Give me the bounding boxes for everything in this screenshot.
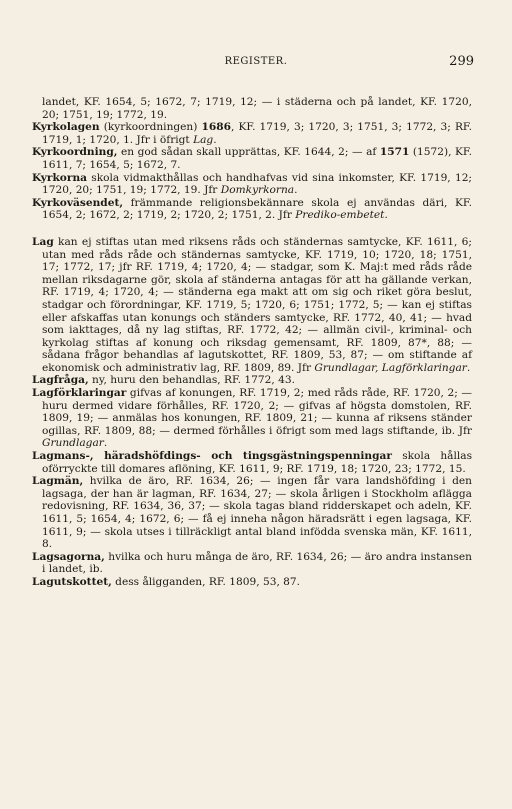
entry-lemma: Lagförklaringar (32, 387, 127, 400)
entry-lemma: Lagsagorna, (32, 550, 105, 563)
entry-lemma: Kyrkoordning, (32, 146, 118, 159)
entry-crossref: Domkyrkorna (220, 184, 295, 197)
entry-crossref: Prediko-embetet (295, 209, 385, 222)
entry-text: . (384, 209, 388, 222)
entry-text: en god sådan skall upprättas, KF. 1644, 2; — af (117, 146, 380, 159)
entry-lemma: Lagutskottet, (32, 575, 112, 588)
entry-text: . (294, 184, 298, 197)
entry-text: hvilka och huru många de äro, RF. 1634, 26; — äro andra instansen i landet, ib. (42, 550, 472, 576)
index-entry (32, 551, 472, 576)
entry-lemma: Kyrkoväsendet, (32, 196, 124, 209)
index-entry (32, 172, 472, 197)
entry-crossref: Grundlagar (42, 437, 104, 450)
running-title: REGISTER. (224, 56, 288, 67)
index-entry (32, 450, 472, 475)
entry-text: . (213, 133, 217, 146)
index-entry (32, 236, 472, 375)
entry-lemma: Kyrkorna (32, 171, 88, 184)
index-entry (32, 387, 472, 450)
index-entry (32, 576, 472, 589)
entry-text: ny, huru den behandlas, RF. 1772, 43. (88, 374, 295, 387)
entry-text: , KF. 1719, 3; 1720, 3; 1751, 3; 1772, 3; RF. 1719, 1; 1720, 1. Jfr i öfrigt (42, 121, 472, 146)
index-entry (32, 197, 472, 222)
entry-lemma: Lagfråga, (32, 374, 89, 387)
index-entry (32, 96, 472, 121)
entry-lemma: Lag (32, 235, 54, 248)
entry-text: gifvas af konungen, RF. 1719, 2; med råds råde, RF. 1720, 2; — huru dermed vidare förhålles, RF. 1720, 2; — gifvas af högsta domstolen, RF. 1809, 19; — anmälas hos konungen, RF. 1809, 21; — kunna af riksens ständer ogillas, RF. 1809, 88; — dermed förhålles i öfrigt som med lags stiftande, ib. Jfr (42, 387, 472, 437)
entry-text: skola vidmakthållas och handhafvas vid sina inkomster, KF. 1719, 12; 1720, 20; 1751, 19; 1772, 19. Jfr (42, 171, 472, 197)
entry-text: främmande religionsbekännare skola ej användas däri, KF. 1654, 2; 1672, 2; 1719, 2; 1720, 2; 1751, 2. Jfr (42, 196, 472, 222)
entry-lemma: Lagmans-, häradshöfdings- och tingsgästningspenningar (32, 450, 392, 463)
section-gap (32, 222, 472, 236)
entry-text: (kyrkoordningen) (99, 121, 202, 134)
page-number: 299 (449, 54, 474, 69)
entry-lemma: Lagmän, (32, 475, 84, 488)
page-header (0, 56, 512, 72)
entry-text: hvilka de äro, RF. 1634, 26; — ingen får vara landshöfding i den lagsaga, der han är lagman, RF. 1634, 27; — skola årligen i Stockholm aflägga redovisning, RF. 1634, 36, 37; — skola tagas bland ridderskapet och adeln, KF. 1611, 5; 1654, 4; 1672, 6; — få ej inneha någon häradsrätt i egen lagsaga, KF. 1611, 9; — skola utses i tillräckligt antal bland infödda svenska män, KF. 1611, 8. (42, 475, 472, 551)
index-entry (32, 374, 472, 387)
entry-lemma: Kyrkolagen (32, 121, 100, 134)
index-entry (32, 146, 472, 171)
index-entry (32, 475, 472, 551)
entry-crossref: Lag (193, 133, 214, 146)
entry-text: . (466, 361, 471, 374)
entry-text: . (103, 437, 108, 450)
index-entry (32, 121, 472, 146)
index-content (32, 96, 472, 589)
entry-bold: 1686 (201, 121, 231, 134)
entry-text: skola hållas oförryckte till domares aflöning, KF. 1611, 9; RF. 1719, 18; 1720, 23; 1772, 15. (42, 450, 473, 475)
entry-text: dess åligganden, RF. 1809, 53, 87. (111, 575, 301, 588)
entry-text: kan ej stiftas utan med riksens råds och ständernas samtycke, KF. 1611, 6; utan med råds råde och ständernas samtycke, KF. 1719, 10; 1720, 18; 1751, 17; 1772, 17; jfr RF. 1719, 4; 1720, 4; — stadgar, som K. Maj:t med råds råde mellan riksdagarne gör, skola af ständerna antagas för att ha gällande verkan, RF. 1719, 4; 1720, 4; — ständerna ega makt att om sig och riket göra beslut, stadgar och förordningar, KF. 1719, 5; 1720, 6; 1751; 1772, 5; — kan ej stiftas eller afskaffas utan konungs och ständers samtycke, RF. 1772, 40, 41; — hvad som iakttages, då ny lag stiftas, RF. 1772, 42; — allmän civil-, kriminal- och kyrkolag stiftas af konung och riksdag gemensamt, RF. 1809, 87*, 88; — sådana frågor behandlas af lagutskottet, RF. 1809, 53, 87; — om stiftande af ekonomisk och administrativ lag, RF. 1809, 89. Jfr (42, 235, 472, 374)
entry-text: landet, KF. 1654, 5; 1672, 7; 1719, 12; — i städerna och på landet, KF. 1720, 20; 1751, 19; 1772, 19. (42, 96, 472, 121)
entry-bold: 1571 (379, 146, 410, 159)
entry-crossref: Grundlagar, Lagförklaringar (314, 361, 467, 374)
entry-text: (1572), KF. 1611, 7; 1654, 5; 1672, 7. (42, 146, 473, 171)
